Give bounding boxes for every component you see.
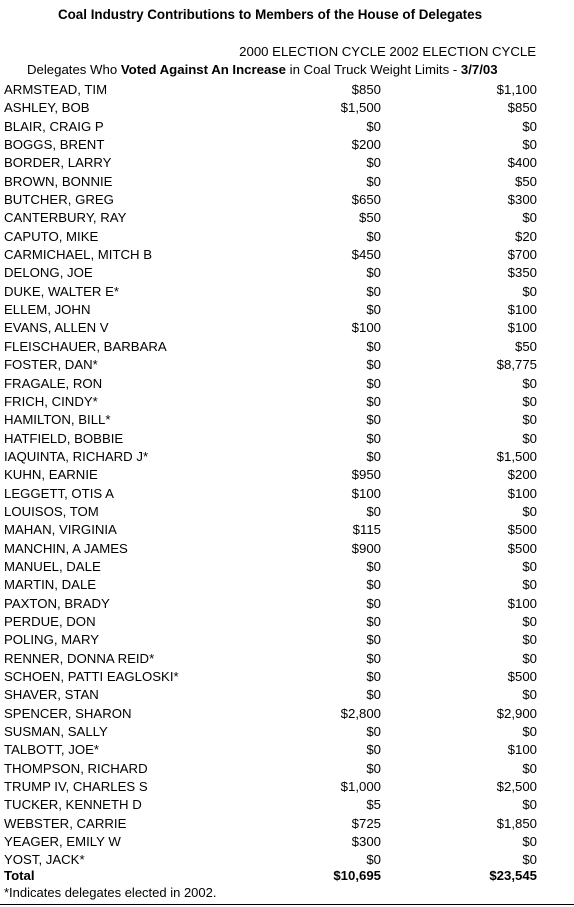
contribution-2000: $0 xyxy=(366,687,381,703)
table-row xyxy=(0,173,574,191)
table-row xyxy=(0,118,574,136)
contribution-2000: $0 xyxy=(366,760,381,776)
delegate-name: LOUISOS, TOM xyxy=(4,503,99,519)
contribution-2000: $100 xyxy=(351,320,381,336)
contribution-2002: $1,500 xyxy=(496,448,537,464)
delegate-name: FOSTER, DAN* xyxy=(4,357,98,373)
contribution-2000: $950 xyxy=(351,467,381,483)
table-row xyxy=(0,760,574,778)
delegate-name: SHAVER, STAN xyxy=(4,687,99,703)
contribution-2002: $500 xyxy=(507,669,537,684)
contribution-2002: $0 xyxy=(522,577,537,593)
contribution-2000: $5 xyxy=(366,797,381,813)
total-2002: $23,545 xyxy=(489,868,537,883)
delegate-name: IAQUINTA, RICHARD J* xyxy=(4,448,149,464)
delegate-name: MAHAN, VIRGINIA xyxy=(4,522,117,538)
delegate-name: FRICH, CINDY* xyxy=(4,393,98,409)
contribution-2002: $850 xyxy=(507,100,537,116)
contribution-2002: $0 xyxy=(522,558,537,574)
delegate-name: KUHN, EARNIE xyxy=(4,467,98,483)
delegate-name: CAPUTO, MIKE xyxy=(4,228,99,244)
contribution-2002: $100 xyxy=(507,595,537,611)
contribution-2000: $50 xyxy=(358,210,381,226)
table-row xyxy=(0,650,574,668)
contribution-2000: $0 xyxy=(366,265,381,281)
delegate-name: DELONG, JOE xyxy=(4,265,93,281)
delegate-name: EVANS, ALLEN V xyxy=(4,320,109,336)
total-row xyxy=(0,867,574,885)
contribution-2002: $0 xyxy=(522,797,537,813)
subtitle-middle: in Coal Truck Weight Limits - xyxy=(285,62,461,77)
contribution-2002: $500 xyxy=(507,522,537,538)
contribution-2002: $0 xyxy=(522,412,537,428)
delegate-name: SCHOEN, PATTI EAGLOSKI* xyxy=(4,669,179,684)
contribution-2002: $0 xyxy=(522,852,537,868)
election-cycle-headers: 2000 ELECTION CYCLE 2002 ELECTION CYCLE xyxy=(239,44,536,59)
delegate-name: YEAGER, EMILY W xyxy=(4,834,121,850)
delegate-name: RENNER, DONNA REID* xyxy=(4,650,155,666)
contribution-2000: $1,000 xyxy=(340,779,381,795)
table-row xyxy=(0,99,574,117)
contribution-2000: $0 xyxy=(366,852,381,868)
subtitle-prefix: Delegates Who xyxy=(27,62,121,77)
contribution-2002: $0 xyxy=(522,760,537,776)
delegate-name: BROWN, BONNIE xyxy=(4,173,113,189)
table-row xyxy=(0,393,574,411)
table-row xyxy=(0,576,574,594)
contribution-2002: $300 xyxy=(507,192,537,208)
contribution-2000: $725 xyxy=(351,815,381,831)
table-row xyxy=(0,723,574,741)
contribution-2000: $1,500 xyxy=(340,100,381,116)
contribution-2000: $0 xyxy=(366,412,381,428)
contribution-2000: $0 xyxy=(366,283,381,299)
contribution-2000: $0 xyxy=(366,430,381,446)
delegate-name: MANCHIN, A JAMES xyxy=(4,540,128,556)
contribution-2002: $0 xyxy=(522,210,537,226)
table-row xyxy=(0,778,574,796)
delegate-name: BLAIR, CRAIG P xyxy=(4,118,104,134)
table-row xyxy=(0,81,574,99)
contribution-2000: $0 xyxy=(366,650,381,666)
total-label: Total xyxy=(4,868,35,883)
table-subtitle xyxy=(27,62,498,77)
contribution-2002: $0 xyxy=(522,430,537,446)
table-row xyxy=(0,338,574,356)
table-row xyxy=(0,631,574,649)
contribution-2002: $100 xyxy=(507,320,537,336)
contribution-2002: $0 xyxy=(522,613,537,629)
contribution-2000: $0 xyxy=(366,338,381,354)
contribution-2000: $0 xyxy=(366,577,381,593)
contribution-2000: $0 xyxy=(366,228,381,244)
delegate-name: BORDER, LARRY xyxy=(4,155,112,171)
contribution-2002: $1,850 xyxy=(496,815,537,831)
table-row xyxy=(0,558,574,576)
delegate-name: BOGGS, BRENT xyxy=(4,137,105,153)
delegate-name: SPENCER, SHARON xyxy=(4,705,132,721)
delegate-name: SUSMAN, SALLY xyxy=(4,724,108,740)
delegate-name: THOMPSON, RICHARD xyxy=(4,760,148,776)
delegate-name: PAXTON, BRADY xyxy=(4,595,110,611)
contribution-2000: $850 xyxy=(351,82,381,97)
contribution-2002: $700 xyxy=(507,247,537,263)
contribution-2002: $400 xyxy=(507,155,537,171)
contribution-2000: $115 xyxy=(352,522,381,538)
contribution-2002: $20 xyxy=(514,228,537,244)
table-row xyxy=(0,815,574,833)
table-row xyxy=(0,411,574,429)
contribution-2000: $0 xyxy=(366,173,381,189)
contribution-2002: $0 xyxy=(522,503,537,519)
contribution-2002: $0 xyxy=(522,834,537,850)
delegate-name: MANUEL, DALE xyxy=(4,558,101,574)
subtitle-emphasis: Voted Against An Increase xyxy=(120,62,286,77)
contribution-2002: $0 xyxy=(522,687,537,703)
contribution-2002: $100 xyxy=(507,302,537,318)
delegate-name: FLEISCHAUER, BARBARA xyxy=(4,338,167,354)
contribution-2000: $0 xyxy=(366,448,381,464)
contribution-2002: $0 xyxy=(522,632,537,648)
contribution-2002: $50 xyxy=(514,338,537,354)
contribution-2000: $650 xyxy=(351,192,381,208)
table-row xyxy=(0,521,574,539)
contribution-2000: $0 xyxy=(366,669,381,684)
page-title: Coal Industry Contributions to Members of the House of Delegates xyxy=(57,7,483,22)
contribution-2002: $200 xyxy=(507,467,537,483)
delegate-name: CANTERBURY, RAY xyxy=(4,210,127,226)
table-row xyxy=(0,668,574,686)
contribution-2000: $0 xyxy=(366,503,381,519)
contribution-2002: $8,775 xyxy=(496,357,537,373)
contribution-2002: $1,100 xyxy=(496,82,537,97)
total-2000: $10,695 xyxy=(333,868,381,883)
contribution-2000: $0 xyxy=(366,357,381,373)
contribution-2000: $200 xyxy=(351,137,381,153)
contribution-2000: $2,800 xyxy=(340,705,381,721)
table-row xyxy=(0,264,574,282)
delegate-name: MARTIN, DALE xyxy=(4,577,97,593)
delegate-name: FRAGALE, RON xyxy=(4,375,103,391)
table-row xyxy=(0,375,574,393)
table-row xyxy=(0,796,574,814)
table-row xyxy=(0,595,574,613)
table-row xyxy=(0,540,574,558)
contribution-2000: $0 xyxy=(366,595,381,611)
delegate-name: DUKE, WALTER E* xyxy=(4,283,120,299)
contribution-2002: $0 xyxy=(522,724,537,740)
vote-date: 3/7/03 xyxy=(460,62,498,77)
delegate-name: BUTCHER, GREG xyxy=(4,192,114,208)
table-row xyxy=(0,503,574,521)
contribution-2002: $0 xyxy=(522,393,537,409)
table-row xyxy=(0,228,574,246)
contribution-2000: $900 xyxy=(351,540,381,556)
table-row xyxy=(0,833,574,851)
delegate-name: WEBSTER, CARRIE xyxy=(4,815,127,831)
contribution-2002: $500 xyxy=(507,540,537,556)
delegate-name: POLING, MARY xyxy=(4,632,100,648)
contribution-2000: $0 xyxy=(366,375,381,391)
contribution-2002: $0 xyxy=(522,118,537,134)
contribution-2002: $350 xyxy=(507,265,537,281)
contribution-2000: $300 xyxy=(351,834,381,850)
delegate-name: ASHLEY, BOB xyxy=(4,100,90,116)
contribution-2002: $100 xyxy=(507,742,537,758)
contribution-2000: $0 xyxy=(366,742,381,758)
table-row xyxy=(0,466,574,484)
contribution-2000: $0 xyxy=(366,632,381,648)
table-row xyxy=(0,741,574,759)
table-row xyxy=(0,209,574,227)
contribution-2000: $100 xyxy=(351,485,381,501)
contribution-2000: $0 xyxy=(366,393,381,409)
table-row xyxy=(0,283,574,301)
table-row xyxy=(0,319,574,337)
contribution-2002: $0 xyxy=(522,375,537,391)
contribution-2002: $100 xyxy=(507,485,537,501)
delegate-name: TUCKER, KENNETH D xyxy=(4,797,142,813)
contribution-2002: $0 xyxy=(522,137,537,153)
contribution-2000: $0 xyxy=(366,724,381,740)
table-row xyxy=(0,705,574,723)
table-row xyxy=(0,448,574,466)
table-row xyxy=(0,246,574,264)
contribution-2002: $2,900 xyxy=(496,705,537,721)
delegate-name: CARMICHAEL, MITCH B xyxy=(4,247,153,263)
delegate-name: HAMILTON, BILL* xyxy=(4,412,111,428)
footnote: *Indicates delegates elected in 2002. xyxy=(4,885,217,900)
contribution-2000: $0 xyxy=(366,558,381,574)
delegate-name: YOST, JACK* xyxy=(4,852,85,868)
table-row xyxy=(0,485,574,503)
delegate-table xyxy=(0,81,574,870)
table-row xyxy=(0,136,574,154)
delegate-name: LEGGETT, OTIS A xyxy=(4,485,114,501)
bottom-rule xyxy=(0,904,574,905)
contribution-2000: $0 xyxy=(366,302,381,318)
contribution-2002: $0 xyxy=(522,283,537,299)
contribution-2000: $0 xyxy=(366,613,381,629)
table-row xyxy=(0,430,574,448)
table-row xyxy=(0,613,574,631)
table-row xyxy=(0,301,574,319)
contribution-2000: $450 xyxy=(351,247,381,263)
delegate-name: TALBOTT, JOE* xyxy=(4,742,100,758)
delegate-name: TRUMP IV, CHARLES S xyxy=(4,779,148,795)
contribution-2000: $0 xyxy=(366,155,381,171)
delegate-name: ARMSTEAD, TIM xyxy=(4,82,108,97)
table-row xyxy=(0,356,574,374)
table-row xyxy=(0,686,574,704)
table-row xyxy=(0,154,574,172)
contribution-2002: $0 xyxy=(522,650,537,666)
contribution-2000: $0 xyxy=(366,118,381,134)
contribution-2002: $2,500 xyxy=(496,779,537,795)
delegate-name: ELLEM, JOHN xyxy=(4,302,91,318)
table-row xyxy=(0,191,574,209)
contribution-2002: $50 xyxy=(514,173,537,189)
delegate-name: HATFIELD, BOBBIE xyxy=(4,430,124,446)
delegate-name: PERDUE, DON xyxy=(4,613,96,629)
